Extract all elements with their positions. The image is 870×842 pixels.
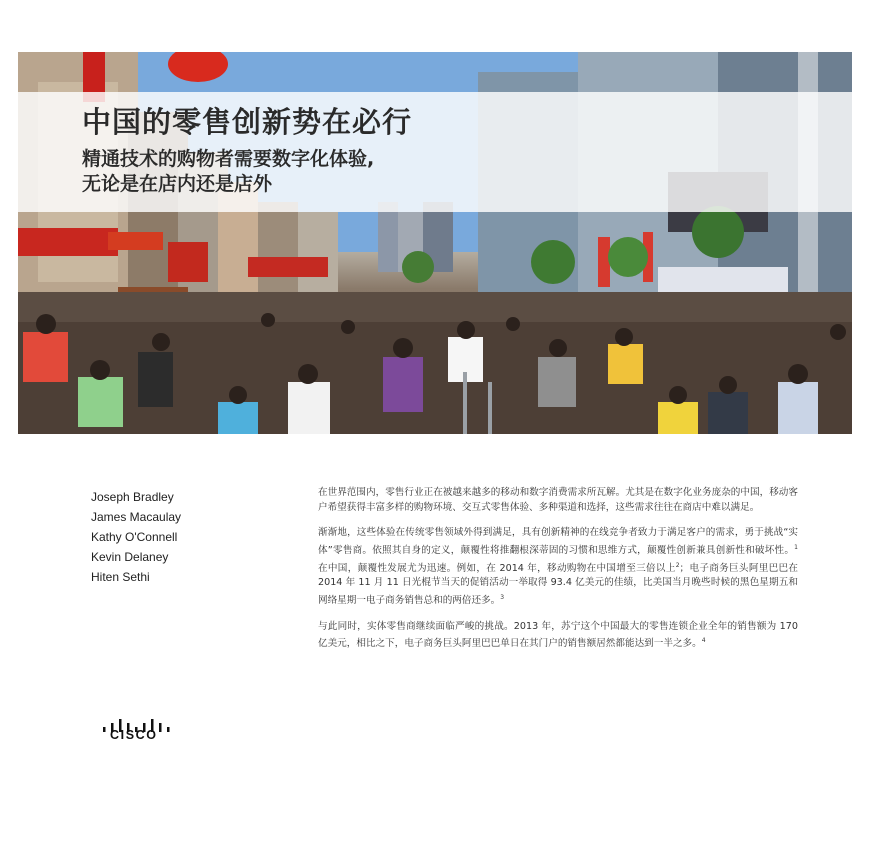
- author-list: [91, 487, 181, 587]
- paragraph-2-text-c: ；电子商务巨头阿里巴巴在 2014 年 11 月 11 日光棍节当天的促销活动一举取得 93.4 亿美元的佳绩，比美国当月晚些时候的黑色星期五和网络星期一电子商务销售总和的两倍还多。: [318, 562, 799, 607]
- paragraph-3-text: 与此同时，实体零售商继续面临严峻的挑战。2013 年，苏宁这个中国最大的零售连锁企业全年的销售额为 170 亿美元，相比之下，电子商务巨头阿里巴巴单日在其门户的销售额居然都能达到一半之多。: [318, 620, 798, 650]
- cisco-logo: CISCO: [110, 728, 158, 742]
- author-name: Joseph Bradley: [91, 490, 174, 504]
- body-text: [318, 486, 798, 663]
- subtitle-line-1: 精通技术的购物者需要数字化体验,: [82, 148, 375, 170]
- paragraph-2: [318, 526, 798, 609]
- footnote-ref-2[interactable]: 2: [675, 561, 680, 569]
- author-name: James Macaulay: [91, 510, 182, 524]
- author-name: Kevin Delaney: [91, 550, 169, 564]
- footnote-ref-1[interactable]: 1: [794, 543, 798, 551]
- paragraph-1: 在世界范围内，零售行业正在被越来越多的移动和数字消费需求所瓦解。尤其是在数字化业务庞杂的中国，移动客户希望获得丰富多样的购物环境、交互式零售体验、多种渠道和选择，这些需求往往在商店中难以满足。: [318, 487, 798, 513]
- hero-photo: [18, 52, 852, 434]
- paragraph-3: [318, 620, 798, 652]
- author-name: Hiten Sethi: [91, 570, 150, 584]
- page-subtitle: [82, 147, 374, 197]
- author-name: Kathy O'Connell: [91, 530, 178, 544]
- paragraph-2-text-a: 渐渐地，这些体验在传统零售领域外得到满足，具有创新精神的在线竞争者致力于满足客户的需求，勇于挑战“实体”零售商。依照其自身的定义，颠覆性将推翻根深蒂固的习惯和思维方式，颠覆性创新兼具创新性和破坏性。: [318, 527, 798, 556]
- footnote-ref-3[interactable]: 3: [500, 593, 505, 601]
- page-title: 中国的零售创新势在必行: [82, 105, 413, 139]
- subtitle-line-2: 无论是在店内还是店外: [82, 173, 273, 195]
- paragraph-2-text-b: 在中国，颠覆性发展尤为迅速。例如，在 2014 年，移动购物在中国增至三倍以上: [318, 562, 676, 574]
- footnote-ref-4[interactable]: 4: [701, 637, 706, 645]
